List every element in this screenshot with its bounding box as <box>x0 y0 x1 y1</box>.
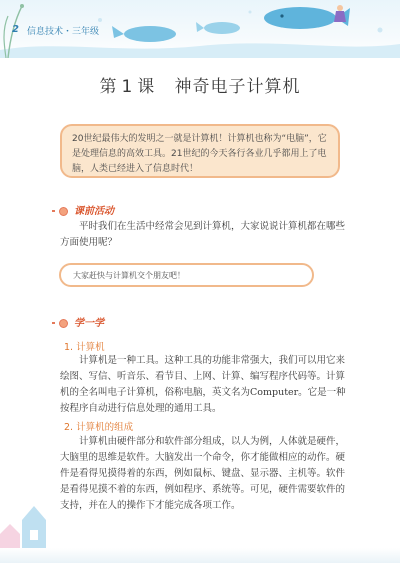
lesson-unit: 课 <box>137 77 156 97</box>
subsection-paragraph: 计算机是一种工具。这种工具的功能非常强大，我们可以用它来绘图、写信、听音乐、看节目、上网、计算、编写程序代码等。计算机的全名叫电子计算机，俗称电脑，英文名为Computer。它是一种按程序自动进行信息处理的通用工具。 <box>60 355 346 414</box>
fairy-icon <box>334 5 346 22</box>
dot-icon <box>59 207 68 216</box>
page-title <box>0 72 400 97</box>
subsection-title: 2. 计算机的组成 <box>64 422 134 433</box>
dot-icon <box>59 319 68 328</box>
section-heading-pre-activity: 课前活动 <box>52 202 114 217</box>
whale-icon <box>112 26 176 42</box>
page-footer <box>0 548 400 563</box>
book-title: 信息技术・三年级 <box>27 27 100 37</box>
dash-icon <box>52 210 55 212</box>
page-header <box>0 0 400 58</box>
section-heading-learn: 学一学 <box>52 314 104 329</box>
pre-activity-paragraph: 平时我们在生活中经常会见到计算机，大家说说计算机都在哪些方面使用呢？ <box>60 221 346 248</box>
page-number: 2 <box>12 24 19 35</box>
prompt-text: 大家赶快与计算机交个朋友吧！ <box>73 271 185 280</box>
subsection-title: 1. 计算机 <box>64 342 105 353</box>
lesson-number: 1 <box>121 77 134 97</box>
lesson-name: 神奇电子计算机 <box>174 77 301 97</box>
whale-icon <box>196 22 240 34</box>
prompt-box <box>59 263 314 287</box>
lesson-prefix: 第 <box>99 77 118 97</box>
subsection-paragraph: 计算机由硬件部分和软件部分组成，以人为例，人体就是硬件，大脑里的思维是软件。大脑发出一个命令，你才能做相应的动作。硬件是看得见摸得着的东西，例如鼠标、键盘、显示器、主机等。软件是看得见摸不着的东西，例如程序、系统等。可见，硬件需要软件的支持，并在人的操作下才能完成各项工作。 <box>60 436 346 511</box>
intro-text: 20世纪最伟大的发明之一就是计算机！计算机也称为“电脑”，它是处理信息的高效工具。21世纪的今天各行各业几乎都用上了电脑，人类已经进入了信息时代！ <box>72 134 327 174</box>
intro-box <box>60 124 340 178</box>
dash-icon <box>52 322 55 324</box>
